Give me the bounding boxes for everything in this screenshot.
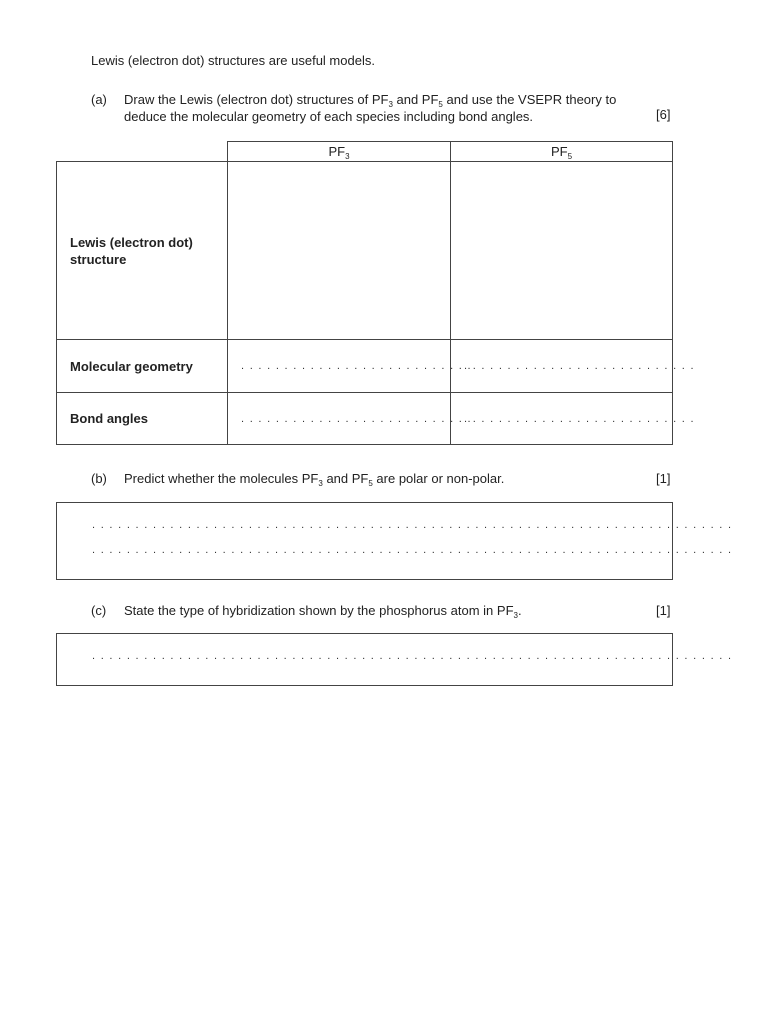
row-label-lewis-structure: Lewis (electron dot) structure [56,161,227,339]
lewis-pf3-answer-area[interactable] [227,161,450,339]
part-c-marks: [1] [656,603,671,618]
part-b-label: (b) [91,471,107,486]
answer-dots: . . . . . . . . . . . . . . . . . . . . . . . . . . . [464,412,695,425]
answer-dots: . . . . . . . . . . . . . . . . . . . . . . . . . . . [464,360,695,372]
answer-dots: . . . . . . . . . . . . . . . . . . . . . . . . . . . [241,360,472,372]
part-a-question [124,91,616,125]
answer-dots: . . . . . . . . . . . . . . . . . . . . . . . . . . . [241,412,472,425]
answer-line-2: . . . . . . . . . . . . . . . . . . . . . . . . . . . . . . . . . . . . . . . . . . . . . . . . . . . . . . . . . . . . . . . . . . . . . . . . . . [92,544,733,556]
part-c-label: (c) [91,603,107,618]
lewis-pf5-answer-area[interactable] [450,161,673,339]
part-a-line1: Draw the Lewis (electron dot) structures of $PF_3$ and $PF_5$ and use the VSEPR theory to [124,92,617,109]
answer-table [56,141,695,445]
row-label-molecular-geometry: Molecular geometry [56,339,227,392]
part-b-answer-box[interactable] [56,502,733,580]
bond-angles-pf5-answer[interactable] [450,392,695,445]
part-b-question: Predict whether the molecules $PF_3$ and $PF_5$ are polar or non-polar. [124,471,505,488]
row-label-bond-angles: Bond angles [56,392,227,445]
part-a-line2: deduce the molecular geometry of each species including bond angles. [124,109,534,124]
part-c-answer-box[interactable] [56,633,733,686]
answer-line-1: . . . . . . . . . . . . . . . . . . . . . . . . . . . . . . . . . . . . . . . . . . . . . . . . . . . . . . . . . . . . . . . . . . . . . . . . . . [92,519,733,531]
geometry-pf3-answer[interactable] [227,339,472,392]
part-a-marks: [6] [656,107,671,122]
bond-angles-pf3-answer[interactable] [227,392,472,445]
part-b-marks: [1] [656,471,671,486]
header-pf5: $PF_5$ [450,141,673,161]
answer-line-1: . . . . . . . . . . . . . . . . . . . . . . . . . . . . . . . . . . . . . . . . . . . . . . . . . . . . . . . . . . . . . . . . . . . . . . . . . . [92,650,733,662]
header-pf3: $PF_3$ [227,141,450,161]
intro-text: Lewis (electron dot) structures are useful models. [91,53,375,68]
geometry-pf5-answer[interactable] [450,339,695,392]
part-c-question: State the type of hybridization shown by the phosphorus atom in $PF_3$. [124,603,522,620]
part-a-label: (a) [91,92,107,107]
